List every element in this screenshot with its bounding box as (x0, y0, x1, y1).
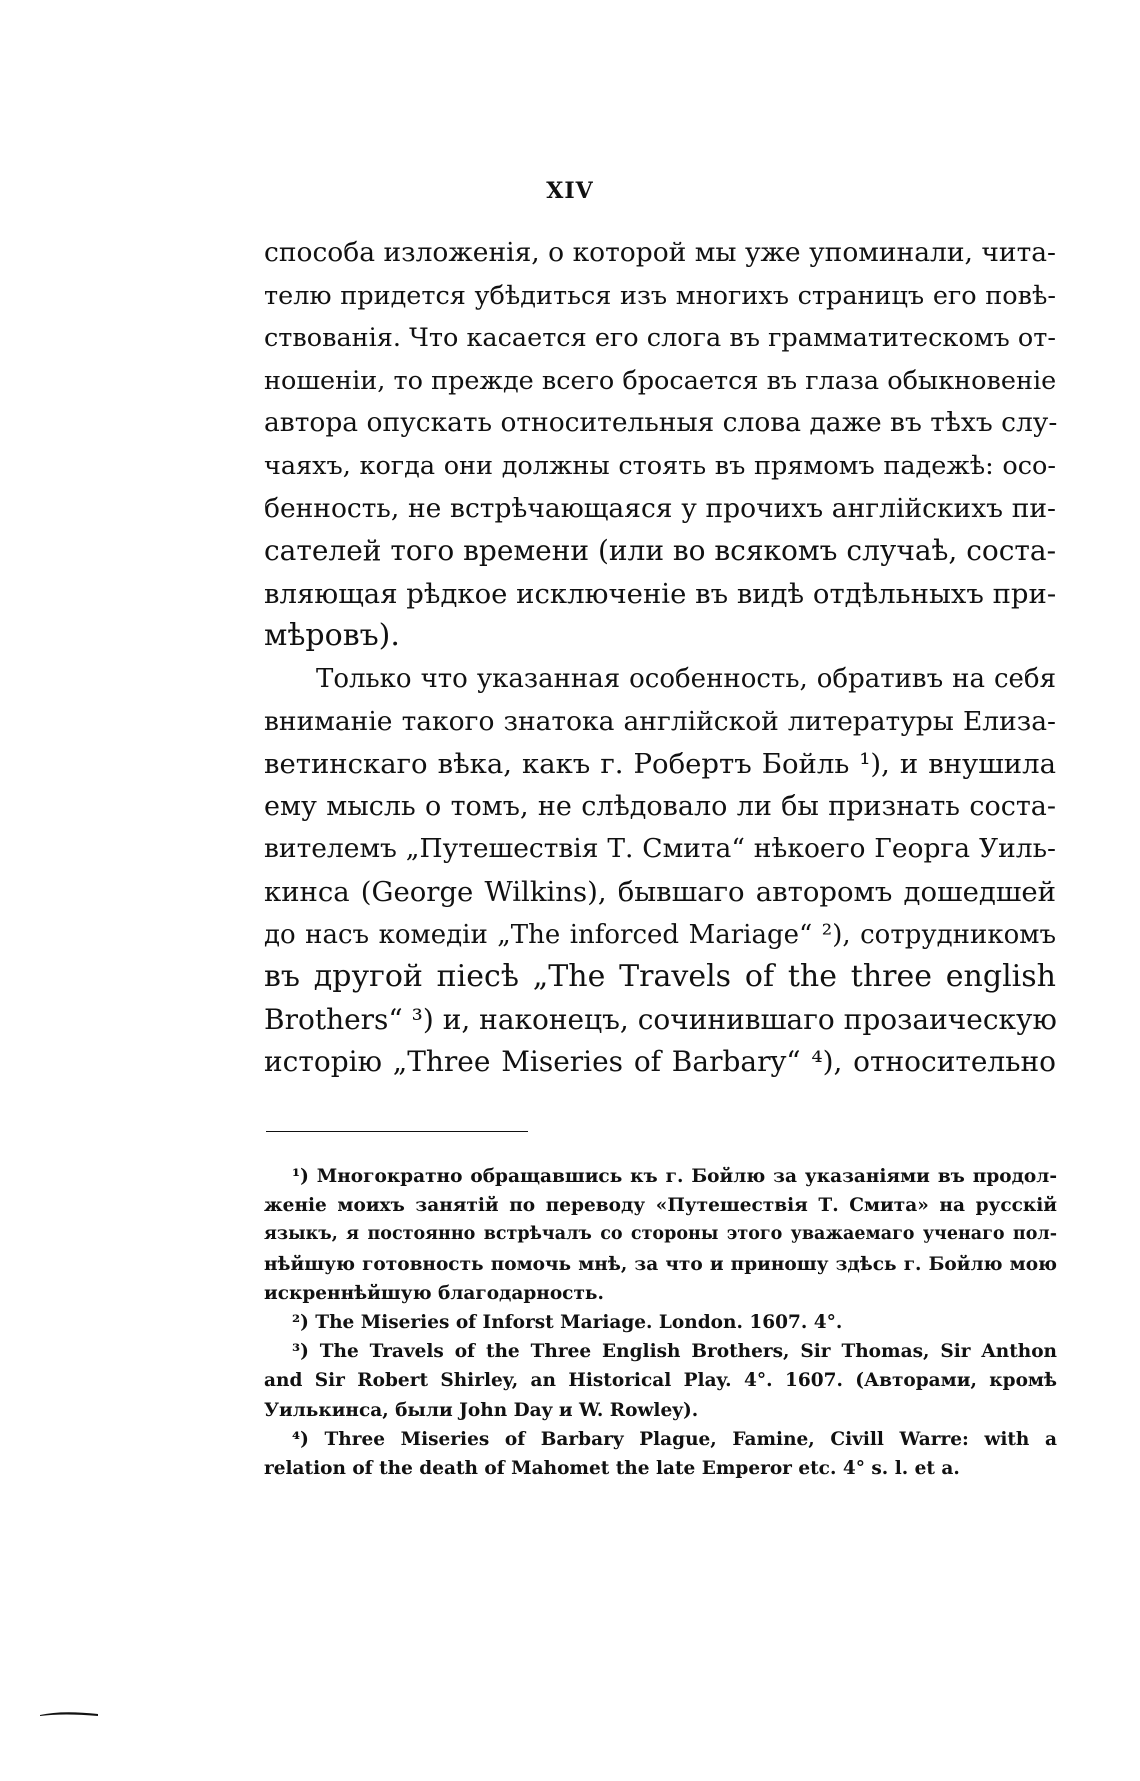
text-line: вниманіе такого знатока англійской литературы Елиза- (264, 705, 1056, 737)
text-line: телю придется убѣдиться изъ многихъ страницъ его повѣ- (264, 280, 1056, 311)
text-line: ношеніи, то прежде всего бросается въ глаза обыкновеніе (264, 365, 1057, 396)
footnote-1-line: нѣйшую готовность помочь мнѣ, за что и приношу здѣсь г. Бойлю мою (264, 1253, 1057, 1275)
text-line: вителемъ „Путешествія Т. Смита“ нѣкоего Георга Уиль- (264, 833, 1056, 865)
text-line: до насъ комедіи „The inforced Mariage“ ²), сотрудникомъ (264, 919, 1056, 950)
page-number: XIV (546, 178, 594, 204)
main-text (264, 232, 1056, 1084)
text-line: бенность, не встрѣчающаяся у прочихъ англійскихъ пи- (264, 492, 1056, 524)
paragraph-end-line: мѣровъ). (264, 618, 400, 654)
footnote-1-line: ¹) Многократно обращавшись къ г. Бойлю за указаніями въ продол- (292, 1166, 1057, 1187)
text-line: кинса (George Wilkins), бывшаго авторомъ дошедшей (264, 875, 1056, 908)
text-line: въ другой піесѣ „The Travels of the three english (264, 959, 1056, 995)
footnote-1-line: женіе моихъ занятій по переводу «Путешествія Т. Смита» на русскій (264, 1195, 1057, 1217)
footnote-1-line: искреннѣйшую благодарность. (264, 1282, 604, 1304)
text-line: способа изложенія, о которой мы уже упоминали, чита- (264, 237, 1056, 268)
text-line: чаяхъ, когда они должны стоять въ прямомъ падежѣ: осо- (264, 450, 1056, 481)
footnote-3-line: ³) The Travels of the Three English Brothers, Sir Thomas, Sir Anthon (292, 1341, 1057, 1363)
scan-mark (40, 1711, 98, 1717)
text-line: исторію „Three Miseries of Barbary“ ⁴), относительно (264, 1045, 1056, 1079)
text-line: вляющая рѣдкое исключеніе въ видѣ отдѣльныхъ при- (264, 577, 1057, 610)
text-line: ствованія. Что касается его слога въ грамматитескомъ от- (264, 323, 1056, 354)
footnote-separator (266, 1131, 528, 1132)
footnote-2-line: ²) The Miseries of Inforst Mariage. London. 1607. 4°. (292, 1311, 843, 1333)
footnote-3-line: Уилькинса, были John Day и W. Rowley). (264, 1399, 699, 1421)
text-line: Brothers“ ³) и, наконецъ, сочинившаго прозаическую (264, 1002, 1057, 1036)
text-line: ветинскаго вѣка, какъ г. Робертъ Бойль ¹), и внушила (264, 748, 1056, 781)
text-line: сателей того времени (или во всякомъ случаѣ, соста- (264, 534, 1057, 568)
footnote-4-line: ⁴) Three Miseries of Barbary Plague, Famine, Civill Warre: with a (292, 1428, 1057, 1450)
footnotes (264, 1162, 1057, 1483)
footnote-3-line: and Sir Robert Shirley, an Historical Play. 4°. 1607. (Авторами, кромѣ (264, 1370, 1057, 1392)
text-line: автора опускать относительныя слова даже въ тѣхъ слу- (264, 407, 1058, 439)
text-line: ему мысль о томъ, не слѣдовало ли бы признать соста- (264, 790, 1056, 822)
footnote-4-line: relation of the death of Mahomet the late Emperor etc. 4° s. l. et a. (264, 1457, 960, 1479)
paragraph-start-line: Только что указанная особенность, обративъ на себя (316, 663, 1056, 694)
footnote-1-line: языкъ, я постоянно встрѣчалъ со стороны этого уважаемаго ученаго пол- (264, 1224, 1057, 1245)
